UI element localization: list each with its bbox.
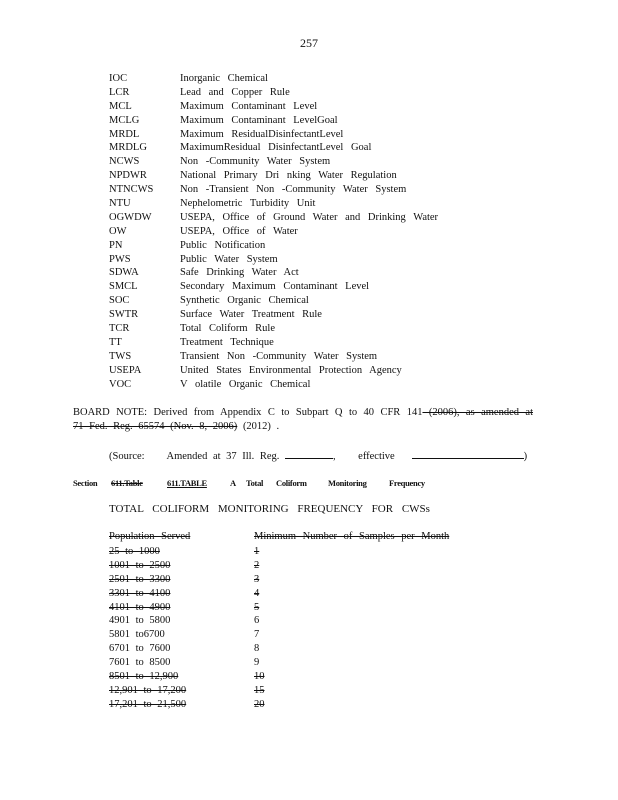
abbreviation-row xyxy=(109,141,529,155)
abbreviation-definition: National Primary Dri nking Water Regulation xyxy=(180,170,397,182)
abbreviation-definition: Treatment Technique xyxy=(180,336,274,348)
population-range: 6701 to 7600 xyxy=(109,643,171,655)
table-row xyxy=(109,587,409,601)
table-column-headers xyxy=(109,531,529,545)
population-range: 2501 to 3300 xyxy=(109,573,171,585)
abbreviation-row xyxy=(109,350,529,364)
abbreviation-row xyxy=(109,86,529,100)
abbreviation-definition: MaximumResidual DisinfectantLevel Goal xyxy=(180,142,372,154)
abbreviation-definition: Total Coliform Rule xyxy=(180,323,276,335)
board-note-tail: (2012) . xyxy=(237,421,280,432)
abbreviation-row xyxy=(109,197,529,211)
table-row xyxy=(109,642,409,656)
section-total: Total xyxy=(246,478,264,488)
abbreviation-code: PWS xyxy=(109,253,131,265)
abbreviation-definition: Maximum ResidualDisinfectantLevel xyxy=(180,128,344,140)
register-page-blank xyxy=(285,448,333,459)
abbreviation-code: SMCL xyxy=(109,281,138,293)
section-frequency: Frequency xyxy=(389,478,425,488)
population-range: 8501 to 12,900 xyxy=(109,671,179,683)
table-row xyxy=(109,559,409,573)
population-served-header: Population Served xyxy=(109,531,191,542)
abbreviation-code: NPDWR xyxy=(109,170,147,182)
table-row xyxy=(109,670,409,684)
table-row xyxy=(109,545,409,559)
abbreviation-code: LCR xyxy=(109,86,130,98)
abbreviation-definition: Public Notification xyxy=(180,239,266,251)
abbreviation-definition: Safe Drinking Water Act xyxy=(180,267,299,279)
abbreviation-row xyxy=(109,280,529,294)
abbreviation-definition: USEPA, Office of Water xyxy=(180,225,298,237)
minimum-samples: 10 xyxy=(254,671,265,683)
minimum-samples: 7 xyxy=(254,629,260,641)
abbreviation-row xyxy=(109,114,529,128)
abbreviation-row xyxy=(109,336,529,350)
source-suffix: ) xyxy=(523,451,528,462)
population-range: 5801 to6700 xyxy=(109,629,165,641)
abbreviation-code: NCWS xyxy=(109,156,140,168)
source-note xyxy=(109,448,528,462)
board-note-text: BOARD NOTE: Derived from Appendix C to Subpart Q to 40 CFR 141 xyxy=(73,407,423,418)
population-range: 3301 to 4100 xyxy=(109,587,171,599)
abbreviation-row xyxy=(109,211,529,225)
abbreviation-row xyxy=(109,128,529,142)
abbreviation-code: MCL xyxy=(109,100,132,112)
abbreviation-code: MRDLG xyxy=(109,142,147,154)
abbreviation-row xyxy=(109,253,529,267)
minimum-samples: 1 xyxy=(254,546,260,557)
abbreviation-row xyxy=(109,322,529,336)
abbreviation-code: MCLG xyxy=(109,114,140,126)
abbreviation-row xyxy=(109,378,529,392)
abbreviation-row xyxy=(109,183,529,197)
abbreviation-definition: Public Water System xyxy=(180,253,278,265)
table-title: TOTAL COLIFORM MONITORING FREQUENCY FOR CWSs xyxy=(109,503,430,515)
abbreviation-row xyxy=(109,169,529,183)
abbreviation-code: NTNCWS xyxy=(109,184,154,196)
table-row xyxy=(109,628,409,642)
population-range: 25 to 1000 xyxy=(109,546,160,557)
section-label: Section xyxy=(73,478,98,488)
abbreviation-code: TWS xyxy=(109,350,132,362)
population-range: 4901 to 5800 xyxy=(109,615,171,627)
minimum-samples: 15 xyxy=(254,684,265,696)
abbreviation-row xyxy=(109,239,529,253)
abbreviation-row xyxy=(109,155,529,169)
abbreviation-code: PN xyxy=(109,239,123,251)
population-range: 7601 to 8500 xyxy=(109,657,171,669)
effective-date-blank xyxy=(412,448,524,459)
source-comma: , xyxy=(333,451,336,462)
abbreviation-definition: Transient Non -Community Water System xyxy=(180,350,378,362)
abbreviation-definition: Maximum Contaminant LevelGoal xyxy=(180,114,338,126)
abbreviation-code: OGWDW xyxy=(109,211,152,223)
minimum-samples: 3 xyxy=(254,573,260,585)
source-effective: effective xyxy=(358,451,395,462)
minimum-samples: 9 xyxy=(254,657,260,669)
minimum-samples: 6 xyxy=(254,615,260,627)
abbreviation-definition: Inorganic Chemical xyxy=(180,73,268,84)
minimum-samples: 20 xyxy=(254,698,265,710)
abbreviation-code: SOC xyxy=(109,295,130,307)
board-note xyxy=(73,406,533,434)
abbreviation-definition: V olatile Organic Chemical xyxy=(180,378,311,390)
monitoring-frequency-table xyxy=(109,545,409,712)
abbreviation-code: IOC xyxy=(109,73,128,84)
table-row xyxy=(109,684,409,698)
population-range: 4101 to 4900 xyxy=(109,601,171,613)
minimum-samples-header: Minimum Number of Samples per Month xyxy=(254,531,450,542)
board-note-struck-text: (2006), as amended at 71 Fed. Reg. 65574 (Nov. 8, 2006) xyxy=(73,407,533,432)
section-struck-table: 611.Table xyxy=(111,478,143,488)
minimum-samples: 8 xyxy=(254,643,260,655)
section-monitoring: Monitoring xyxy=(328,478,367,488)
section-coliform: Coliform xyxy=(276,478,307,488)
abbreviation-code: VOC xyxy=(109,378,132,390)
abbreviation-definition: Non -Community Water System xyxy=(180,156,331,168)
page-number: 257 xyxy=(300,36,318,50)
abbreviation-code: USEPA xyxy=(109,364,142,376)
abbreviation-code: SWTR xyxy=(109,309,139,321)
table-row xyxy=(109,614,409,628)
abbreviation-definition: United States Environmental Protection Agency xyxy=(180,364,402,376)
abbreviation-row xyxy=(109,308,529,322)
abbreviation-definition: Surface Water Treatment Rule xyxy=(180,309,322,321)
abbreviation-code: TT xyxy=(109,336,122,348)
table-row xyxy=(109,656,409,670)
abbreviation-code: OW xyxy=(109,225,127,237)
abbreviation-definition: Maximum Contaminant Level xyxy=(180,100,318,112)
abbreviation-row xyxy=(109,72,529,86)
section-table-label: 611.TABLE xyxy=(167,478,207,488)
minimum-samples: 4 xyxy=(254,587,260,599)
source-amended: Amended at 37 Ill. Reg. xyxy=(166,451,280,462)
source-prefix: (Source: xyxy=(109,451,145,462)
abbreviation-definition: Lead and Copper Rule xyxy=(180,86,290,98)
population-range: 12,901 to 17,200 xyxy=(109,684,187,696)
abbreviation-definition: USEPA, Office of Ground Water and Drinking Water xyxy=(180,211,439,223)
abbreviation-definition: Synthetic Organic Chemical xyxy=(180,295,309,307)
abbreviation-list xyxy=(109,72,529,391)
abbreviation-code: MRDL xyxy=(109,128,140,140)
abbreviation-code: SDWA xyxy=(109,267,139,279)
abbreviation-row xyxy=(109,294,529,308)
abbreviation-row xyxy=(109,100,529,114)
section-letter: A xyxy=(230,478,236,488)
table-row xyxy=(109,573,409,587)
minimum-samples: 2 xyxy=(254,559,260,571)
abbreviation-row xyxy=(109,364,529,378)
abbreviation-definition: Secondary Maximum Contaminant Level xyxy=(180,281,370,293)
abbreviation-row xyxy=(109,266,529,280)
table-row xyxy=(109,698,409,712)
abbreviation-code: NTU xyxy=(109,198,131,210)
abbreviation-row xyxy=(109,225,529,239)
abbreviation-code: TCR xyxy=(109,323,130,335)
table-row xyxy=(109,601,409,615)
minimum-samples: 5 xyxy=(254,601,260,613)
population-range: 17,201 to 21,500 xyxy=(109,698,187,710)
abbreviation-definition: Nephelometric Turbidity Unit xyxy=(180,198,316,210)
abbreviation-definition: Non -Transient Non -Community Water System xyxy=(180,184,407,196)
population-range: 1001 to 2500 xyxy=(109,559,171,571)
